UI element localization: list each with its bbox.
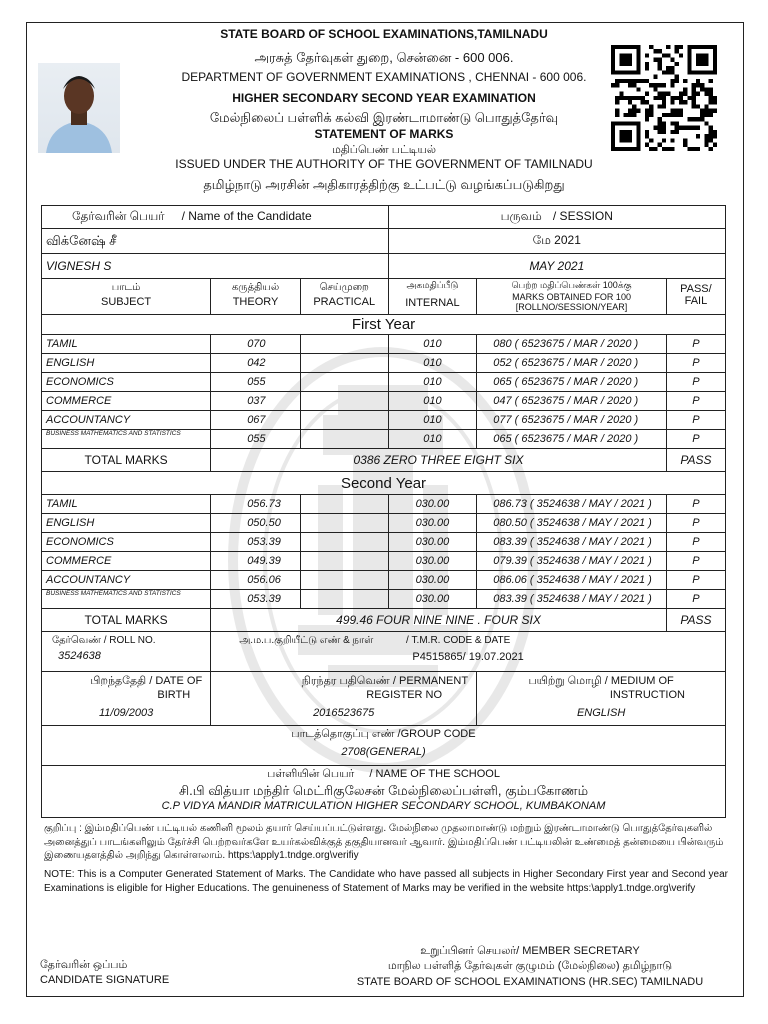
- subject-cell: BUSINESS MATHEMATICS AND STATISTICS: [42, 430, 211, 449]
- first-year-row: [42, 335, 726, 354]
- col-internal-english: INTERNAL: [405, 297, 460, 309]
- member-secretary-tamil: உறுப்பினர் செயலர்: [420, 945, 517, 957]
- col-obtained-tamil: பெற்ற மதிப்பெண்கள் 100க்கு: [511, 280, 632, 290]
- department-english: DEPARTMENT OF GOVERNMENT EXAMINATIONS , CHENNAI - 600 006.: [181, 70, 587, 84]
- medium-label-english-l2: INSTRUCTION: [609, 689, 685, 701]
- col-subject-tamil: பாடம்: [111, 282, 141, 293]
- session-tamil: மே 2021: [388, 229, 725, 254]
- col-practical-tamil: செய்முறை: [319, 282, 369, 293]
- session-label-english: / SESSION: [552, 209, 613, 223]
- internal-cell: 010: [388, 335, 477, 354]
- subject-cell: ACCOUNTANCY: [42, 571, 211, 590]
- group-code: 2708(GENERAL): [341, 746, 426, 758]
- dob-label-tamil: பிறந்ததேதி: [90, 675, 147, 687]
- candidate-signature-block: [40, 958, 169, 989]
- note-tamil: குறிப்பு : இம்மதிப்பெண் பட்டியல் கணினி மூலம் தயார் செய்யப்பட்டுள்ளது. மேல்நிலை முதலாமாண்டு மற்றும் இரண்டாமாண்டு பொதுத்தேர்வுகளில் அனைத்துப் பாடங்களிலும் தேர்ச்சி பெற்றவர்களே உயர்கல்விக்குத் தகுதியானவர் ஆவார். இம்மதிப்பெண் பட்டியலின் உண்மைத் தன்மையை பின்வரும் இணையதளத்தில் அறிந்து கொள்ளலாம். https:\apply1.tndge.org\verifiy: [44, 823, 724, 861]
- medium-label-english-l1: / MEDIUM OF: [604, 675, 674, 687]
- first-year-title: First Year: [42, 315, 726, 335]
- session-label-tamil: பருவம்: [500, 209, 542, 223]
- col-subject-english: SUBJECT: [101, 296, 152, 308]
- tmr-label-tamil: அ.ம.ப.குறியீட்டு எண் & நாள்: [239, 635, 374, 646]
- board-title: STATE BOARD OF SCHOOL EXAMINATIONS,TAMILNADU: [220, 27, 548, 41]
- practical-cell: [300, 392, 388, 411]
- result-cell: P: [666, 373, 725, 392]
- col-obtained-l2: [ROLLNO/SESSION/YEAR]: [515, 302, 628, 312]
- candidate-name-english: VIGNESH S: [42, 254, 389, 279]
- practical-cell: [300, 495, 388, 514]
- result-cell: P: [666, 514, 725, 533]
- subject-cell: TAMIL: [42, 335, 211, 354]
- obtained-cell: 083.39 ( 3524638 / MAY / 2021 ): [477, 590, 667, 609]
- col-practical-english: PRACTICAL: [313, 296, 376, 308]
- result-cell: P: [666, 590, 725, 609]
- second-year-row: [42, 552, 726, 571]
- first-year-result: PASS: [666, 449, 725, 472]
- internal-cell: 030.00: [388, 552, 477, 571]
- theory-cell: 056.06: [211, 571, 301, 590]
- theory-cell: 056.73: [211, 495, 301, 514]
- obtained-cell: 052 ( 6523675 / MAR / 2020 ): [477, 354, 667, 373]
- candidate-signature-tamil: தேர்வரின் ஒப்பம்: [40, 959, 128, 971]
- practical-cell: [300, 514, 388, 533]
- col-obtained-l1: MARKS OBTAINED FOR 100: [512, 292, 631, 302]
- permanent-register-no: 2016523675: [313, 707, 375, 719]
- candidate-photo: [38, 63, 120, 153]
- col-pass-l2: FAIL: [684, 295, 708, 307]
- roll-no: 3524638: [58, 650, 101, 662]
- internal-cell: 010: [388, 354, 477, 373]
- col-theory-tamil: கருத்தியல்: [231, 282, 280, 293]
- second-year-row: [42, 590, 726, 609]
- group-code-cell: [42, 726, 726, 766]
- obtained-cell: 079.39 ( 3524638 / MAY / 2021 ): [477, 552, 667, 571]
- practical-cell: [300, 590, 388, 609]
- department-tamil: அரசுத் தேர்வுகள் துறை, சென்னை - 600 006.: [254, 50, 514, 65]
- member-secretary-english: / MEMBER SECRETARY: [516, 945, 640, 957]
- theory-cell: 070: [211, 335, 301, 354]
- candidate-signature-english: CANDIDATE SIGNATURE: [40, 974, 170, 987]
- subject-cell: COMMERCE: [42, 392, 211, 411]
- candidate-name-tamil: விக்னேஷ் சீ: [42, 229, 389, 254]
- first-year-row: [42, 354, 726, 373]
- theory-cell: 049.39: [211, 552, 301, 571]
- date-of-birth: 11/09/2003: [98, 707, 154, 719]
- obtained-cell: 080.50 ( 3524638 / MAY / 2021 ): [477, 514, 667, 533]
- medium-label-tamil: பயிற்று மொழி: [528, 675, 602, 687]
- session-label-cell: [388, 206, 725, 229]
- result-cell: P: [666, 335, 725, 354]
- obtained-cell: 086.73 ( 3524638 / MAY / 2021 ): [477, 495, 667, 514]
- authority-english: ISSUED UNDER THE AUTHORITY OF THE GOVERNMENT OF TAMILNADU: [175, 157, 593, 171]
- theory-cell: 055: [211, 373, 301, 392]
- qr-code: [611, 45, 717, 151]
- internal-cell: 010: [388, 392, 477, 411]
- result-cell: P: [666, 411, 725, 430]
- obtained-cell: 077 ( 6523675 / MAR / 2020 ): [477, 411, 667, 430]
- session-english: MAY 2021: [388, 254, 725, 279]
- internal-cell: 010: [388, 373, 477, 392]
- medium-of-instruction: ENGLISH: [576, 707, 626, 719]
- result-cell: P: [666, 392, 725, 411]
- result-cell: P: [666, 571, 725, 590]
- school-name-english: C.P VIDYA MANDIR MATRICULATION HIGHER SECONDARY SCHOOL, KUMBAKONAM: [161, 800, 606, 812]
- school-cell: [42, 766, 726, 818]
- result-cell: P: [666, 430, 725, 449]
- marks-table: [41, 205, 726, 818]
- col-pass-fail: [666, 279, 725, 315]
- practical-cell: [300, 571, 388, 590]
- subject-cell: ACCOUNTANCY: [42, 411, 211, 430]
- preg-label-english-l1: / PERMANENT: [392, 675, 469, 687]
- second-year-result: PASS: [666, 609, 725, 632]
- obtained-cell: 065 ( 6523675 / MAR / 2020 ): [477, 430, 667, 449]
- second-year-total: 499.46 FOUR NINE NINE . FOUR SIX: [211, 609, 667, 632]
- first-year-total-label: TOTAL MARKS: [42, 449, 211, 472]
- theory-cell: 042: [211, 354, 301, 373]
- col-subject: [42, 279, 211, 315]
- practical-cell: [300, 354, 388, 373]
- internal-cell: 030.00: [388, 533, 477, 552]
- statement-title-english: STATEMENT OF MARKS: [314, 127, 454, 141]
- first-year-row: [42, 392, 726, 411]
- tmr-cell: [211, 632, 726, 672]
- theory-cell: 050.50: [211, 514, 301, 533]
- tmr-label-english: / T.M.R. CODE & DATE: [406, 635, 511, 646]
- internal-cell: 010: [388, 430, 477, 449]
- col-theory: [211, 279, 301, 315]
- subject-cell: BUSINESS MATHEMATICS AND STATISTICS: [42, 590, 211, 609]
- board-signature-tamil: மாநில பள்ளித் தேர்வுகள் குழுமம் (மேல்நிலை) தமிழ்நாடு: [387, 960, 673, 973]
- second-year-row: [42, 495, 726, 514]
- practical-cell: [300, 552, 388, 571]
- internal-cell: 030.00: [388, 590, 477, 609]
- board-signature-english: STATE BOARD OF SCHOOL EXAMINATIONS (HR.SEC) TAMILNADU: [356, 975, 704, 988]
- dob-cell: [42, 672, 211, 726]
- note-english: NOTE: This is a Computer Generated Statement of Marks. The Candidate who have passed all subjects in Higher Secondary First year and Second year Examinations is eligible for Higher Educations. The genuineness of Statement of Marks may be verified in the website https:\apply1.tndge.org\verify: [44, 869, 728, 894]
- first-year-total: 0386 ZERO THREE EIGHT SIX: [211, 449, 667, 472]
- theory-cell: 055: [211, 430, 301, 449]
- second-year-row: [42, 514, 726, 533]
- col-theory-english: THEORY: [232, 296, 279, 308]
- internal-cell: 010: [388, 411, 477, 430]
- school-label-tamil: பள்ளியின் பெயர்: [267, 768, 355, 780]
- first-year-row: [42, 430, 726, 449]
- obtained-cell: 065 ( 6523675 / MAR / 2020 ): [477, 373, 667, 392]
- medium-cell: [477, 672, 726, 726]
- internal-cell: 030.00: [388, 571, 477, 590]
- theory-cell: 053.39: [211, 590, 301, 609]
- member-secretary-block: [330, 944, 730, 990]
- statement-title-tamil: மதிப்பெண் பட்டியல்: [331, 144, 437, 156]
- col-internal-tamil: அகமதிப்பீடு: [406, 280, 459, 290]
- name-label-cell: [42, 206, 389, 229]
- subject-cell: ENGLISH: [42, 354, 211, 373]
- practical-cell: [300, 335, 388, 354]
- authority-tamil: தமிழ்நாடு அரசின் அதிகாரத்திற்கு உட்பட்டு வழங்கப்படுகிறது: [203, 177, 565, 192]
- obtained-cell: 047 ( 6523675 / MAR / 2020 ): [477, 392, 667, 411]
- practical-cell: [300, 373, 388, 392]
- subject-cell: ECONOMICS: [42, 533, 211, 552]
- internal-cell: 030.00: [388, 495, 477, 514]
- obtained-cell: 083.39 ( 3524638 / MAY / 2021 ): [477, 533, 667, 552]
- subject-cell: COMMERCE: [42, 552, 211, 571]
- col-obtained: [477, 279, 667, 315]
- theory-cell: 053.39: [211, 533, 301, 552]
- dob-label-english-l1: / DATE OF: [149, 675, 203, 687]
- name-label-english: / Name of the Candidate: [181, 209, 312, 223]
- obtained-cell: 080 ( 6523675 / MAR / 2020 ): [477, 335, 667, 354]
- theory-cell: 067: [211, 411, 301, 430]
- practical-cell: [300, 533, 388, 552]
- school-label-english: / NAME OF THE SCHOOL: [369, 768, 500, 780]
- subject-cell: ENGLISH: [42, 514, 211, 533]
- tmr-code: P4515865/ 19.07.2021: [412, 651, 524, 663]
- result-cell: P: [666, 533, 725, 552]
- subject-cell: ECONOMICS: [42, 373, 211, 392]
- roll-label-tamil: தேர்வெண்: [52, 635, 101, 646]
- result-cell: P: [666, 552, 725, 571]
- subject-cell: TAMIL: [42, 495, 211, 514]
- group-label-english: /GROUP CODE: [397, 728, 476, 740]
- first-year-row: [42, 411, 726, 430]
- exam-title-english: HIGHER SECONDARY SECOND YEAR EXAMINATION: [232, 91, 536, 105]
- result-cell: P: [666, 495, 725, 514]
- second-year-total-label: TOTAL MARKS: [42, 609, 211, 632]
- roll-cell: [42, 632, 211, 672]
- result-cell: P: [666, 354, 725, 373]
- permanent-register-cell-2: [301, 672, 477, 726]
- obtained-cell: 086.06 ( 3524638 / MAY / 2021 ): [477, 571, 667, 590]
- second-year-row: [42, 533, 726, 552]
- exam-title-tamil: மேல்நிலைப் பள்ளிக் கல்வி இரண்டாமாண்டு பொதுத்தேர்வு: [209, 110, 559, 125]
- dob-label-english-l2: BIRTH: [157, 689, 191, 701]
- theory-cell: 037: [211, 392, 301, 411]
- group-label-tamil: பாடத்தொகுப்பு எண்: [291, 728, 395, 740]
- col-pass-l1: PASS/: [680, 283, 712, 295]
- practical-cell: [300, 411, 388, 430]
- preg-label-tamil: நிரந்தர பதிவெண்: [301, 675, 390, 687]
- second-year-row: [42, 571, 726, 590]
- school-name-tamil: சி.பி வித்யா மந்திர் மெட்ரிகுலேசன் மேல்நிலைப்பள்ளி, கும்பகோணம்: [178, 783, 589, 798]
- internal-cell: 030.00: [388, 514, 477, 533]
- practical-cell: [300, 430, 388, 449]
- name-label-tamil: தேர்வரின் பெயர்: [72, 209, 165, 223]
- col-practical: [300, 279, 388, 315]
- first-year-row: [42, 373, 726, 392]
- preg-label-english-l2: REGISTER NO: [366, 689, 443, 701]
- col-internal: [388, 279, 477, 315]
- second-year-title: Second Year: [42, 472, 726, 495]
- roll-label-english: / ROLL NO.: [103, 635, 156, 646]
